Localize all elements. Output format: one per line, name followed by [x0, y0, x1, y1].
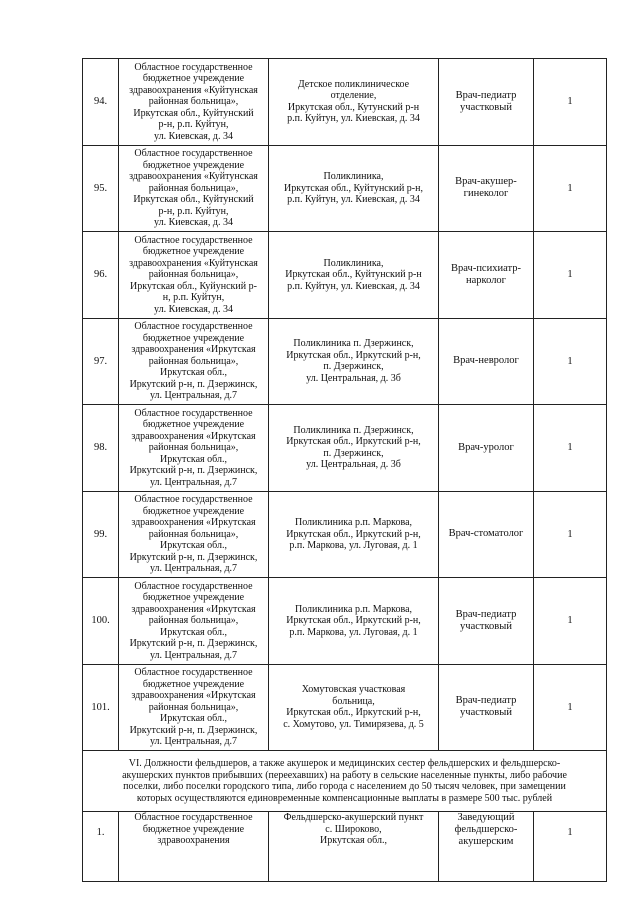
institution-cell-line: Иркутский р-н, п. Дзержинск,: [129, 378, 258, 390]
institution-cell-line: Областное государственное: [134, 234, 253, 246]
address-cell-line: р.п. Куйтун, ул. Киевская, д. 34: [287, 113, 420, 125]
address-cell-line: с. Хомутово, ул. Тимирязева, д. 5: [283, 718, 424, 730]
address-cell-line: Иркутская обл., Иркутский р-н,: [286, 707, 421, 719]
institution-cell-line: н, р.п. Куйтун,: [162, 292, 225, 303]
address-cell: [269, 59, 439, 146]
address-cell-line: Иркутская обл., Иркутский р-н,: [286, 349, 421, 361]
institution-cell-line: здравоохранения «Куйтунская: [129, 171, 258, 182]
institution-cell-line: районная больница»,: [148, 355, 239, 367]
table-row: [83, 59, 607, 146]
institution-cell: [119, 664, 269, 751]
institution-cell-line: здравоохранения «Иркутская: [131, 690, 256, 701]
institution-cell-line: Областное государственное: [134, 494, 253, 505]
position-cell: [439, 145, 534, 232]
institution-cell: [119, 578, 269, 665]
institution-cell-line: Иркутский р-н, п. Дзержинск,: [129, 638, 258, 649]
table-row: [83, 405, 607, 492]
institution-cell-line: здравоохранения «Иркутская: [131, 344, 256, 355]
position-cell: [439, 578, 534, 665]
section-heading-line: поселки, либо поселки городского типа, либо города с населением до 50 тысяч человек, при замещении: [123, 781, 566, 792]
address-cell: [269, 232, 439, 319]
address-cell: [269, 664, 439, 751]
position-cell: [439, 664, 534, 751]
position-cell: [439, 232, 534, 319]
institution-cell-line: ул. Центральная, д.7: [149, 476, 238, 488]
address-cell-line: Иркутская обл.,: [320, 835, 387, 846]
position-cell-line: Врач-стоматолог: [448, 528, 524, 540]
institution-cell: [119, 232, 269, 319]
address-cell-line: Поликлиника р.п. Маркова,: [294, 517, 413, 528]
count-cell: 1: [534, 232, 607, 319]
address-cell-line: больница,: [332, 695, 375, 707]
section-heading: [83, 751, 607, 812]
institution-cell-line: районная больница»,: [148, 96, 239, 107]
institution-cell-line: районная больница»,: [148, 528, 239, 540]
address-cell-line: п. Дзержинск,: [323, 361, 384, 373]
address-cell-line: Детское поликлиническое: [297, 78, 410, 90]
address-cell-line: Иркутская обл., Куйтунский р-н: [285, 269, 422, 280]
row-number: 100.: [83, 578, 119, 665]
address-cell-line: Поликлиника,: [323, 171, 384, 182]
position-cell-line: Врач-акушер-: [455, 176, 517, 188]
position-cell: [439, 405, 534, 492]
section-heading-line: акушерских пунктов прибывших (переехавших) на работу в сельские населенные пункты, либо рабочие: [122, 769, 567, 781]
row-number: 96.: [83, 232, 119, 319]
position-cell: [439, 812, 534, 882]
count-cell: 1: [534, 318, 607, 405]
institution-cell-line: Иркутская обл., Куйунский р-: [130, 280, 257, 292]
institution-cell-line: р-н, р.п. Куйтун,: [158, 205, 229, 217]
institution-cell-line: бюджетное учреждение: [142, 678, 245, 690]
table-row: [83, 578, 607, 665]
institution-cell: [119, 318, 269, 405]
institution-cell-line: ул. Киевская, д. 34: [154, 303, 233, 315]
table-body: [83, 59, 607, 882]
institution-cell-line: бюджетное учреждение: [142, 592, 245, 603]
position-cell-line: Врач-психиатр-: [451, 262, 521, 274]
institution-cell-line: Областное государственное: [134, 407, 253, 419]
position-cell-line: Врач-невролог: [453, 355, 519, 367]
address-cell: [269, 405, 439, 492]
row-number: 101.: [83, 664, 119, 751]
count-cell: 1: [534, 812, 607, 882]
row-number: 1.: [83, 812, 119, 882]
institution-cell-line: здравоохранения «Иркутская: [131, 603, 256, 615]
institution-cell-line: районная больница»,: [148, 269, 239, 280]
institution-cell-line: ул. Центральная, д.7: [149, 390, 238, 401]
institution-cell-line: бюджетное учреждение: [142, 73, 245, 84]
institution-cell: [119, 812, 269, 882]
institution-cell-line: районная больница»,: [148, 182, 239, 194]
institution-cell-line: Иркутская обл.,: [160, 540, 227, 551]
institution-cell-line: ул. Киевская, д. 34: [154, 130, 233, 142]
table-row: [83, 664, 607, 751]
institution-cell-line: здравоохранения «Куйтунская: [129, 257, 258, 269]
address-cell-line: Поликлиника р.п. Маркова,: [294, 603, 413, 615]
address-cell-line: р.п. Куйтун, ул. Киевская, д. 34: [287, 194, 420, 205]
position-cell-line: Заведующий: [457, 812, 515, 823]
address-cell-line: р.п. Маркова, ул. Луговая, д. 1: [289, 540, 418, 551]
table-row: [83, 318, 607, 405]
institution-cell-line: Иркутский р-н, п. Дзержинск,: [129, 724, 258, 736]
institution-cell: [119, 59, 269, 146]
institution-cell-line: Иркутская обл.,: [160, 626, 227, 638]
address-cell-line: Иркутская обл., Иркутский р-н,: [286, 436, 421, 448]
institution-cell-line: Областное государственное: [134, 812, 253, 823]
institution-cell-line: Иркутская обл., Куйтунский: [133, 194, 254, 205]
position-cell: [439, 318, 534, 405]
address-cell: [269, 578, 439, 665]
row-number: 99.: [83, 491, 119, 578]
position-cell-line: нарколог: [465, 274, 506, 286]
position-cell: [439, 59, 534, 146]
table-row: [83, 145, 607, 232]
institution-cell-line: бюджетное учреждение: [142, 159, 245, 171]
institution-cell-line: бюджетное учреждение: [142, 419, 245, 430]
institution-cell: [119, 491, 269, 578]
position-cell-line: участковый: [460, 620, 512, 632]
address-cell-line: Фельдшерско-акушерский пункт: [283, 812, 424, 823]
institution-cell-line: р-н, р.п. Куйтун,: [158, 119, 229, 130]
institution-cell-line: районная больница»,: [148, 442, 239, 453]
address-cell-line: с. Широково,: [325, 823, 382, 835]
institution-cell-line: Областное государственное: [134, 667, 253, 678]
institution-cell-line: здравоохранения «Куйтунская: [129, 84, 258, 96]
address-cell-line: р.п. Маркова, ул. Луговая, д. 1: [289, 626, 418, 638]
institution-cell-line: Иркутская обл.,: [160, 367, 227, 378]
positions-table: [82, 58, 607, 882]
institution-cell-line: здравоохранения «Иркутская: [131, 517, 256, 528]
institution-cell-line: Иркутский р-н, п. Дзержинск,: [129, 465, 258, 476]
institution-cell-line: бюджетное учреждение: [142, 332, 245, 344]
table-row: [83, 491, 607, 578]
institution-cell: [119, 405, 269, 492]
section-heading-line: VI. Должности фельдшеров, а также акушерок и медицинских сестер фельдшерских и фельдшерско-: [128, 758, 561, 769]
institution-cell-line: Областное государственное: [134, 580, 253, 592]
institution-cell-line: ул. Центральная, д.7: [149, 563, 238, 574]
institution-cell-line: Иркутская обл.,: [160, 453, 227, 465]
institution-cell: [119, 145, 269, 232]
address-cell-line: р.п. Куйтун, ул. Киевская, д. 34: [287, 280, 420, 292]
position-cell-line: Врач-педиатр: [455, 608, 517, 620]
address-cell-line: ул. Центральная, д. 3б: [306, 459, 401, 471]
institution-cell-line: ул. Центральная, д.7: [149, 649, 238, 661]
address-cell: [269, 491, 439, 578]
count-cell: 1: [534, 578, 607, 665]
institution-cell-line: Иркутская обл., Куйтунский: [133, 107, 254, 119]
address-cell-line: Иркутская обл., Кутунский р-н: [287, 101, 420, 113]
institution-cell-line: ул. Центральная, д.7: [149, 736, 238, 747]
table-row: [83, 812, 607, 882]
count-cell: 1: [534, 405, 607, 492]
institution-cell-line: здравоохранения «Иркутская: [131, 430, 256, 442]
address-cell-line: Иркутская обл., Иркутский р-н,: [286, 615, 421, 626]
address-cell-line: Поликлиника п. Дзержинск,: [293, 424, 414, 436]
position-cell-line: акушерским: [458, 836, 514, 847]
institution-cell-line: Иркутский р-н, п. Дзержинск,: [129, 551, 258, 563]
count-cell: 1: [534, 145, 607, 232]
institution-cell-line: бюджетное учреждение: [142, 823, 245, 835]
position-cell-line: Врач-уролог: [458, 441, 514, 453]
address-cell: [269, 318, 439, 405]
institution-cell-line: ул. Киевская, д. 34: [154, 217, 233, 228]
address-cell-line: Поликлиника п. Дзержинск,: [293, 338, 414, 350]
institution-cell-line: Областное государственное: [134, 321, 253, 332]
institution-cell-line: здравоохранения: [157, 835, 230, 846]
institution-cell-line: Областное государственное: [134, 148, 253, 159]
position-cell: [439, 491, 534, 578]
address-cell-line: отделение,: [330, 90, 377, 102]
address-cell-line: Хомутовская участковая: [301, 684, 406, 696]
address-cell-line: Иркутская обл., Иркутский р-н,: [286, 528, 421, 540]
institution-cell-line: Иркутская обл.,: [160, 713, 227, 724]
position-cell-line: фельдшерско-: [454, 824, 518, 835]
address-cell-line: п. Дзержинск,: [323, 447, 384, 459]
address-cell-line: Поликлиника,: [323, 257, 384, 269]
address-cell-line: ул. Центральная, д. 3б: [306, 372, 401, 384]
position-cell-line: участковый: [460, 101, 512, 113]
address-cell-line: Иркутская обл., Куйтунский р-н,: [284, 182, 423, 194]
institution-cell-line: районная больница»,: [148, 615, 239, 626]
row-number: 97.: [83, 318, 119, 405]
position-cell-line: гинеколог: [463, 188, 509, 200]
position-cell-line: участковый: [460, 707, 512, 719]
row-number: 98.: [83, 405, 119, 492]
institution-cell-line: Областное государственное: [134, 61, 253, 73]
section-heading-row: [83, 751, 607, 812]
row-number: 94.: [83, 59, 119, 146]
address-cell: [269, 812, 439, 882]
position-cell-line: Врач-педиатр: [455, 89, 517, 101]
count-cell: 1: [534, 664, 607, 751]
count-cell: 1: [534, 491, 607, 578]
institution-cell-line: бюджетное учреждение: [142, 505, 245, 517]
address-cell: [269, 145, 439, 232]
count-cell: 1: [534, 59, 607, 146]
row-number: 95.: [83, 145, 119, 232]
section-heading-line: которых осуществляются единовременные компенсационные выплаты в размере 500 тыс. рублей: [136, 792, 553, 804]
institution-cell-line: бюджетное учреждение: [142, 246, 245, 257]
table-row: [83, 232, 607, 319]
institution-cell-line: районная больница»,: [148, 701, 239, 713]
position-cell-line: Врач-педиатр: [455, 695, 517, 707]
